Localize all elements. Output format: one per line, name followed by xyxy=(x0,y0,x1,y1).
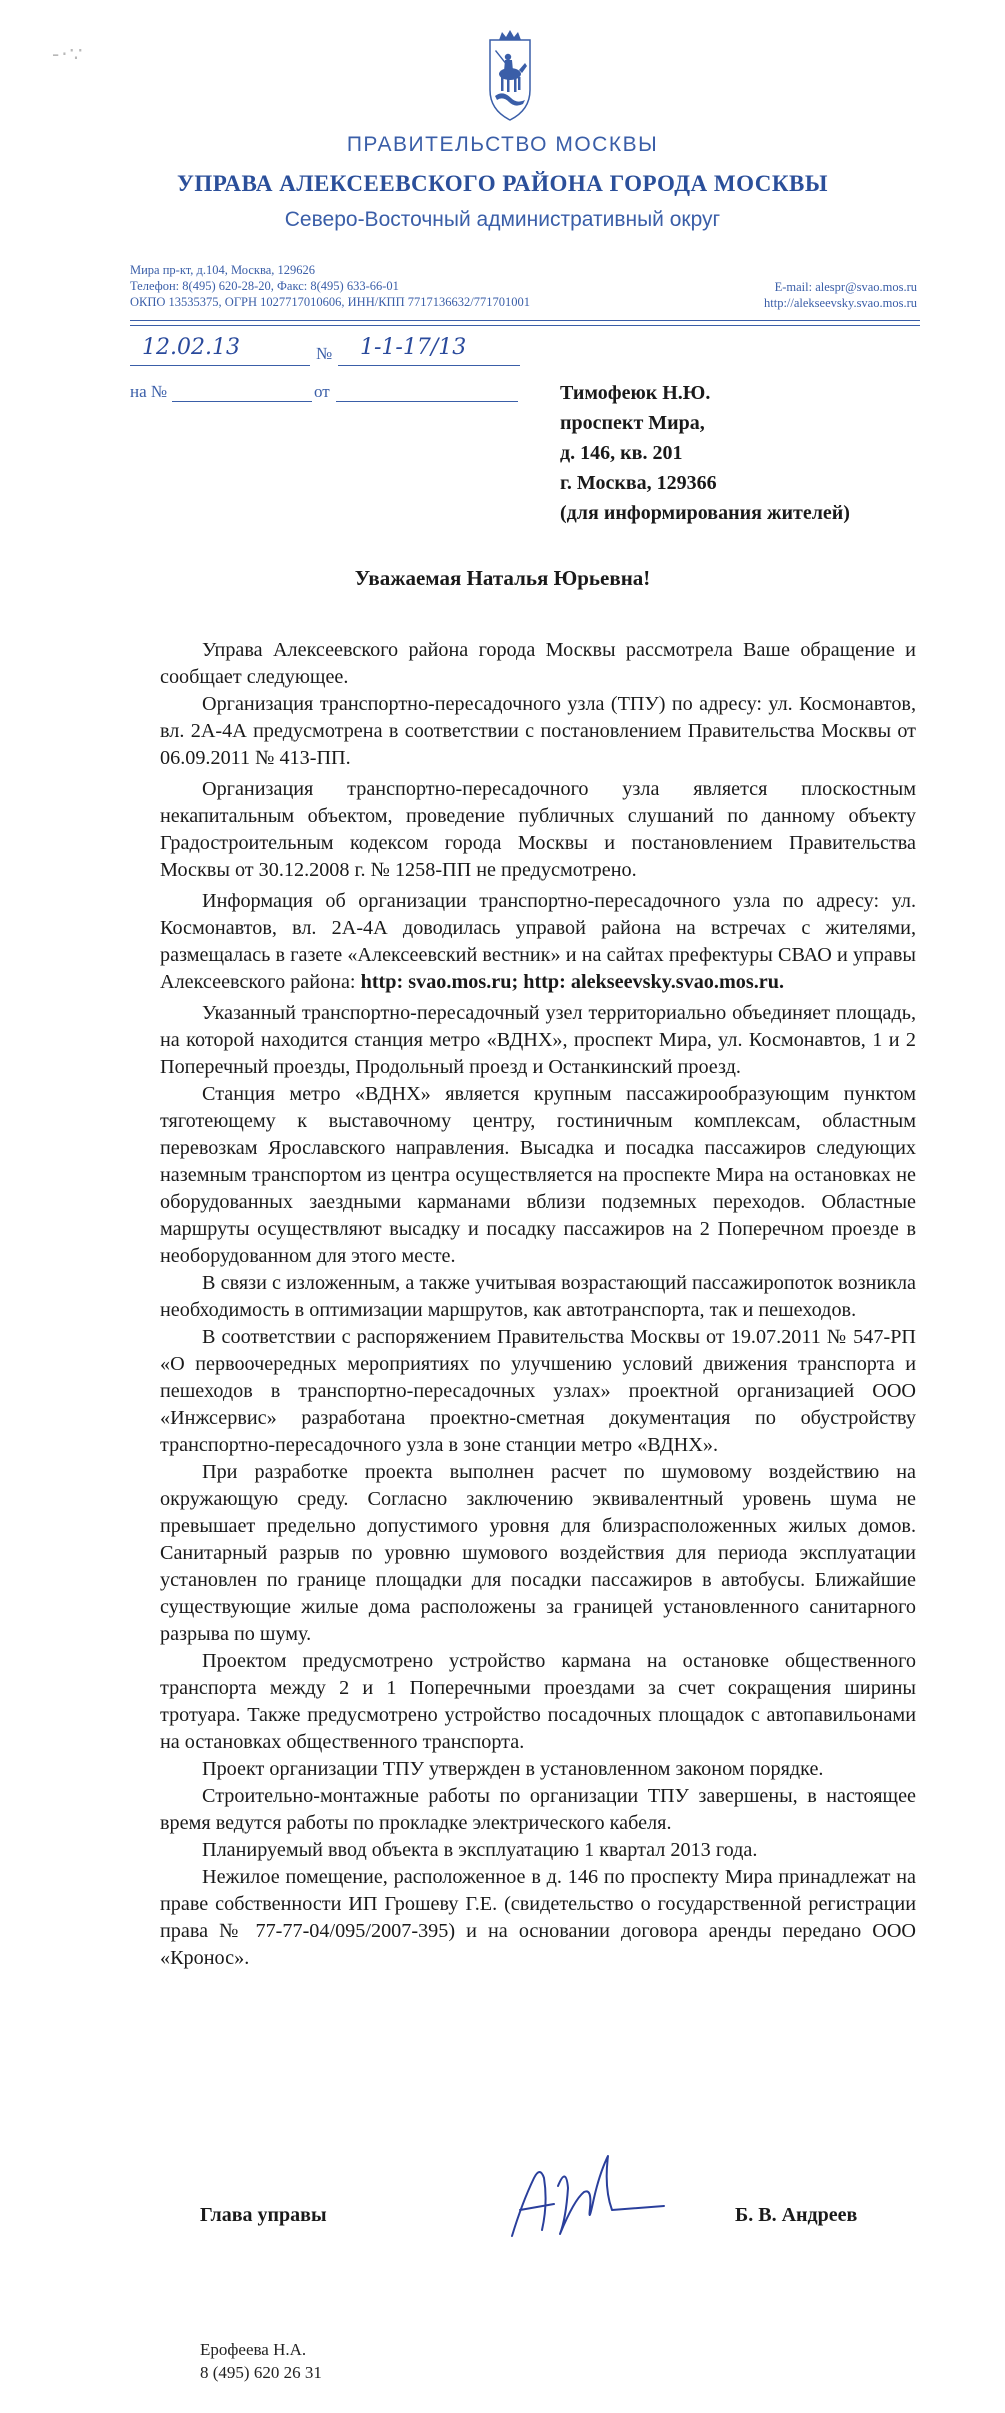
addressee-building: д. 146, кв. 201 xyxy=(560,442,683,464)
paragraph: Проектом предусмотрено устройство кармана на остановке общественного транспорта между 2 и 1 Поперечными проездами за счет сокращения ширины тротуара. Также предусмотрено устройство посадочных площадок с автопавильонами на остановках общественного транспорта. xyxy=(160,1650,916,1753)
district-subtitle: Северо-Восточный административный округ xyxy=(284,208,721,231)
letter-body xyxy=(160,637,916,1972)
number-label: № xyxy=(316,344,333,363)
addressee-note: (для информирования жителей) xyxy=(560,502,850,524)
addressee-name: Тимофеюк Н.Ю. xyxy=(560,382,711,404)
paragraph: В связи с изложенным, а также учитывая возрастающий пассажиропоток возникла необходимость в оптимизации маршрутов, как автотранспорта, так и пешеходов. xyxy=(160,1272,916,1321)
scan-artifact: -·∵ xyxy=(52,42,85,66)
address-line: Мира пр-кт, д.104, Москва, 129626 xyxy=(130,263,316,277)
number-field xyxy=(338,335,520,366)
executor-block xyxy=(200,2338,322,2384)
government-title: ПРАВИТЕЛЬСТВО МОСКВЫ xyxy=(346,133,659,156)
letterhead-divider xyxy=(130,320,920,321)
moscow-coat-of-arms-icon xyxy=(485,30,535,128)
paragraph xyxy=(160,888,916,996)
website-line: http://alekseevsky.svao.mos.ru xyxy=(764,296,917,310)
paragraph: В соответствии с распоряжением Правительства Москвы от 19.07.2011 № 547-РП «О первоочередных мероприятиях по улучшению условий движения транспорта и пешеходов в транспортно-пересадочных узлах» проектной организацией ООО «Инжсервис» разработана проектно-сметная документация по обустройству транспортно-пересадочного узла в зоне станции метро «ВДНХ». xyxy=(160,1326,916,1456)
letterhead-contacts xyxy=(130,262,530,310)
paragraph: Управа Алексеевского района города Москвы рассмотрела Ваше обращение и сообщает следующее. xyxy=(160,639,916,688)
codes-line: ОКПО 13535375, ОГРН 1027717010606, ИНН/КПП 7717136632/771701001 xyxy=(130,295,530,309)
paragraph: Указанный транспортно-пересадочный узел территориально объединяет площадь, на которой находится станция метро «ВДНХ», проспект Мира, ул. Космонавтов, 1 и 2 Поперечный проезды, Продольный проезд и Останкинский проезд. xyxy=(160,1002,916,1078)
paragraph: Организация транспортно-пересадочного узла является плоскостным некапитальным объектом, проведение публичных слушаний по данному объекту Градостроительным кодексом города Москвы и постановлением Правительства Москвы от 30.12.2008 г. № 1258-ПП не предусмотрено. xyxy=(160,778,916,881)
paragraph: Строительно-монтажные работы по организации ТПУ завершены, в настоящее время ведутся работы по прокладке электрического кабеля. xyxy=(160,1785,916,1834)
outgoing-number: 1-1-17/13 xyxy=(360,335,467,360)
letterhead-divider-thin xyxy=(130,325,920,326)
website-links: http: svao.mos.ru; http: alekseevsky.svao.mos.ru. xyxy=(360,971,784,993)
letterhead-contacts-right xyxy=(764,279,917,311)
addressee-city: г. Москва, 129366 xyxy=(560,472,717,494)
executor-name: Ерофеева Н.А. xyxy=(200,2340,307,2359)
phones-line: Телефон: 8(495) 620-28-20, Факс: 8(495) 633-66-01 xyxy=(130,279,399,293)
date-field xyxy=(130,335,310,366)
greeting: Уважаемая Наталья Юрьевна! xyxy=(354,566,651,590)
paragraph: Нежилое помещение, расположенное в д. 146 по проспекту Мира принадлежат на праве собственности ИП Грошеву Г.Е. (свидетельство о государственной регистрации права № 77-77-04/095/2007-395) и на основании договора аренды передано ООО «Кронос». xyxy=(160,1866,916,1969)
from-field xyxy=(336,380,518,402)
addressee-block xyxy=(560,378,850,528)
paragraph: При разработке проекта выполнен расчет по шумовому воздействию на окружающую среду. Согласно заключению эквивалентный уровень шума не превышает предельно допустимого уровня для близрасположенных жилых домов. Санитарный разрыв по уровню шумового воздействия для периода эксплуатации установлен по границе площадки для посадки пассажиров в автобусы. Ближайшие существующие жилые дома расположены за границей установленного санитарного разрыва по шуму. xyxy=(160,1461,916,1645)
paragraph: Станция метро «ВДНХ» является крупным пассажирообразующим пунктом тяготеющему к выставочному центру, гостиничным комплексам, областным перевозкам Ярославского направления. Высадка и посадка пассажиров следующих наземным транспортом из центра осуществляется на проспекте Мира на остановках не оборудованных заездными карманами вблизи подземных переходов. Областные маршруты осуществляют высадку и посадку пассажиров на 2 Поперечном проезде в необорудованном для этого месте. xyxy=(160,1083,916,1267)
email-line: E-mail: alespr@svao.mos.ru xyxy=(774,280,917,294)
signatory-name: Б. В. Андреев xyxy=(735,2204,858,2226)
paragraph: Планируемый ввод объекта в эксплуатацию 1 квартал 2013 года. xyxy=(202,1839,758,1861)
paragraph: Проект организации ТПУ утвержден в установленном законом порядке. xyxy=(202,1758,824,1780)
reference-label: на № xyxy=(130,382,168,401)
paragraph: Организация транспортно-пересадочного узла (ТПУ) по адресу: ул. Космонавтов, вл. 2А-4А предусмотрена в соответствии с постановлением Правительства Москвы от 06.09.2011 № 413-ПП. xyxy=(160,693,916,769)
executor-phone: 8 (495) 620 26 31 xyxy=(200,2363,322,2382)
outgoing-date: 12.02.13 xyxy=(142,335,240,360)
paragraph-text: Информация об организации транспортно-пересадочного узла по адресу: ул. Космонавтов, вл. 2А-4А доводилась управой района на встречах с жителями, размещалась в газете «Алексеевский вестник» и на сайтах префектуры СВАО и управы Алексеевского района: xyxy=(160,890,916,993)
signatory-position: Глава управы xyxy=(200,2204,327,2226)
handwritten-signature-icon xyxy=(500,2148,670,2248)
addressee-street: проспект Мира, xyxy=(560,412,705,434)
reference-field xyxy=(172,380,312,402)
organization-title: УПРАВА АЛЕКСЕЕВСКОГО РАЙОНА ГОРОДА МОСКВЫ xyxy=(176,171,828,196)
from-label: от xyxy=(314,382,330,401)
